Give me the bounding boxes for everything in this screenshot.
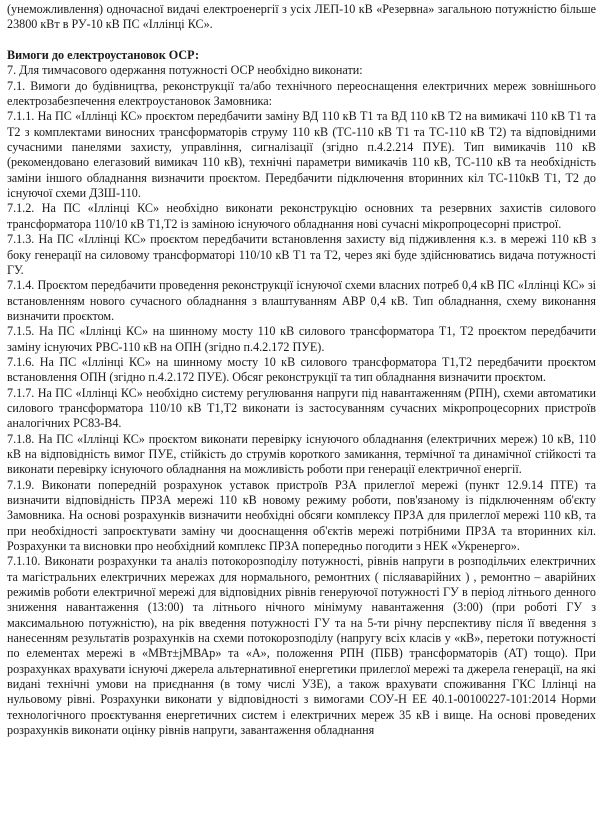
blank-line [7, 33, 596, 48]
paragraph: 7.1.5. На ПС «Іллінці КС» на шинному мосту 110 кВ силового трансформатора Т1, Т2 проєктом передбачити заміну існуючих РВС-110 кВ на ОПН (згідно п.4.2.172 ПУЕ). [7, 324, 596, 354]
paragraph: 7.1.1. На ПС «Іллінці КС» проєктом передбачити заміну ВД 110 кВ Т1 та ВД 110 кВ Т2 на вимикачі 110 кВ Т1 та Т2 з комплектами виносних трансформаторів струму 110 кВ (ТС-110 кВ Т1 та ТС-110 кВ Т2) та відповідними сучасними панелями захисту, управління, сигналізації (згідно п.4.2.214 ПУЕ). Тип вимикачів 110 кВ (рекомендовано елегазовий вимикач 110 кВ), технічні параметри вимикачів 110 кВ, ТС-110 кВ та необхідність заміни іншого обладнання визначити проєктом. Передбачити підключення вторинних кіл ТС-110кВ Т1, Т2 до існуючої схеми ДЗШ-110. [7, 109, 596, 201]
paragraph: 7.1.7. На ПС «Іллінці КС» необхідно систему регулювання напруги під навантаженням (РПН), схеми автоматики силового трансформатора 110/10 кВ Т1,Т2 виконати із застосуванням сучасних мікропроцесорних пристроїв аналогічних РС83-В4. [7, 385, 596, 431]
paragraph: 7.1.6. На ПС «Іллінці КС» на шинному мосту 10 кВ силового трансформатора Т1,Т2 передбачити проєктом встановлення ОПН (згідно п.4.2.172 ПУЕ). Обсяг реконструкції та тип обладнання визначити проєктом. [7, 354, 596, 385]
paragraph: 7.1.4. Проєктом передбачити проведення реконструкції існуючої схеми власних потреб 0,4 кВ ПС «Іллінці КС» зі встановленням нового сучасного обладнання з влаштуванням АВР 0,4 кВ. Тип обладнання, схему виконання визначити проєктом. [7, 278, 596, 323]
paragraph: 7.1. Вимоги до будівництва, реконструкції та/або технічного переоснащення електричних мереж зовнішнього електрозабезпечення електроустановок Замовника: [7, 78, 596, 109]
paragraph: 7. Для тимчасового одержання потужності ОСР необхідно виконати: [7, 63, 363, 78]
paragraph: (унеможливлення) одночасної видачі електроенергії з усіх ЛЕП-10 кВ «Резервна» загальною потужністю більше 23800 кВт в РУ-10 кВ ПС «Іллінці КС». [7, 2, 596, 32]
paragraph: 7.1.2. На ПС «Іллінці КС» необхідно виконати реконструкцію основних та резервних захистів силового трансформатора 110/10 кВ Т1,Т2 із заміною існуючого обладнання нові сучасні мікропроцесорні пристрої. [7, 201, 596, 231]
paragraph: 7.1.3. На ПС «Іллінці КС» проєктом передбачити встановлення захисту від підживлення к.з. в мережі 110 кВ з боку генерації на силовому трансформаторі 110/10 кВ Т1 та Т2, через які буде здійснюватись видача потужності ГУ. [7, 232, 596, 277]
section-heading: Вимоги до електроустановок ОСР: [7, 48, 199, 63]
paragraph: 7.1.8. На ПС «Іллінці КС» проєктом виконати перевірку існуючого обладнання (електричних мереж) 10 кВ, 110 кВ на відповідність вимог ПУЕ, стійкість до струмів короткого замикання, термічної та динамічної стійкості та виконати перевірку існуючого обладнання на можливість роботи при генерації електричної енергії. [7, 431, 596, 477]
paragraph: 7.1.9. Виконати попередній розрахунок уставок пристроїв РЗА прилеглої мережі (пункт 12.9.14 ПТЕ) та визначити відповідність ПРЗА мережі 110 кВ новому режиму роботи, пов'язаному із підключенням об'єкту Замовника. На основі розрахунків визначити необхідні обсяги комплексу ПРЗА для прилеглої мережі 110 кВ, та при необхідності запроєктувати заміну чи дооснащення об'єктів мережі потрібними ПРЗА та вторинних кіл. Розрахунки та висновки про необхідний комплекс ПРЗА попередньо погодити з НЕК «Укренерго». [7, 477, 596, 554]
paragraph: 7.1.10. Виконати розрахунки та аналіз потокорозподілу потужності, рівнів напруги в розподільчих електричних та магістральних електричних мережах для нормального, ремонтних ( післяаварійних ) , ремонтно – аварійних режимів роботи електричної мережі для відповідних рівнів генеруючої потужності ГУ в період літнього денного зниження навантаження (13:00) та літнього нічного мінімуму навантаження (3:00) (при роботі ГУ з максимальною потужністю), на рік введення потужності ГУ та на 5-ти річну перспективу після її введення з нанесенням результатів розрахунків на схеми потокорозподілу (напругу всіх класів у «кВ», перетоки потужності по елементах мережі в «МВт±jМВАр» та «А», положення РПН (ПБВ) трансформаторів (АТ) тощо). При розрахунках врахувати існуючі джерела альтернативної енергетики прилеглої мережі та джерела генерації, на які видані технічні умови на приєднання (в тому числі УЗЕ), а також врахувати споживання ГКС Іллінці на нульовому рівні. Розрахунки виконати у відповідності з вимогами СОУ-Н ЕЕ 40.1-00100227-101:2014 Норми технологічного проєктування енергетичних систем і електричних мереж 35 кВ і вище. На основі проведених розрахунків виконати оцінку рівнів напруги, завантаження обладнання [7, 554, 596, 738]
